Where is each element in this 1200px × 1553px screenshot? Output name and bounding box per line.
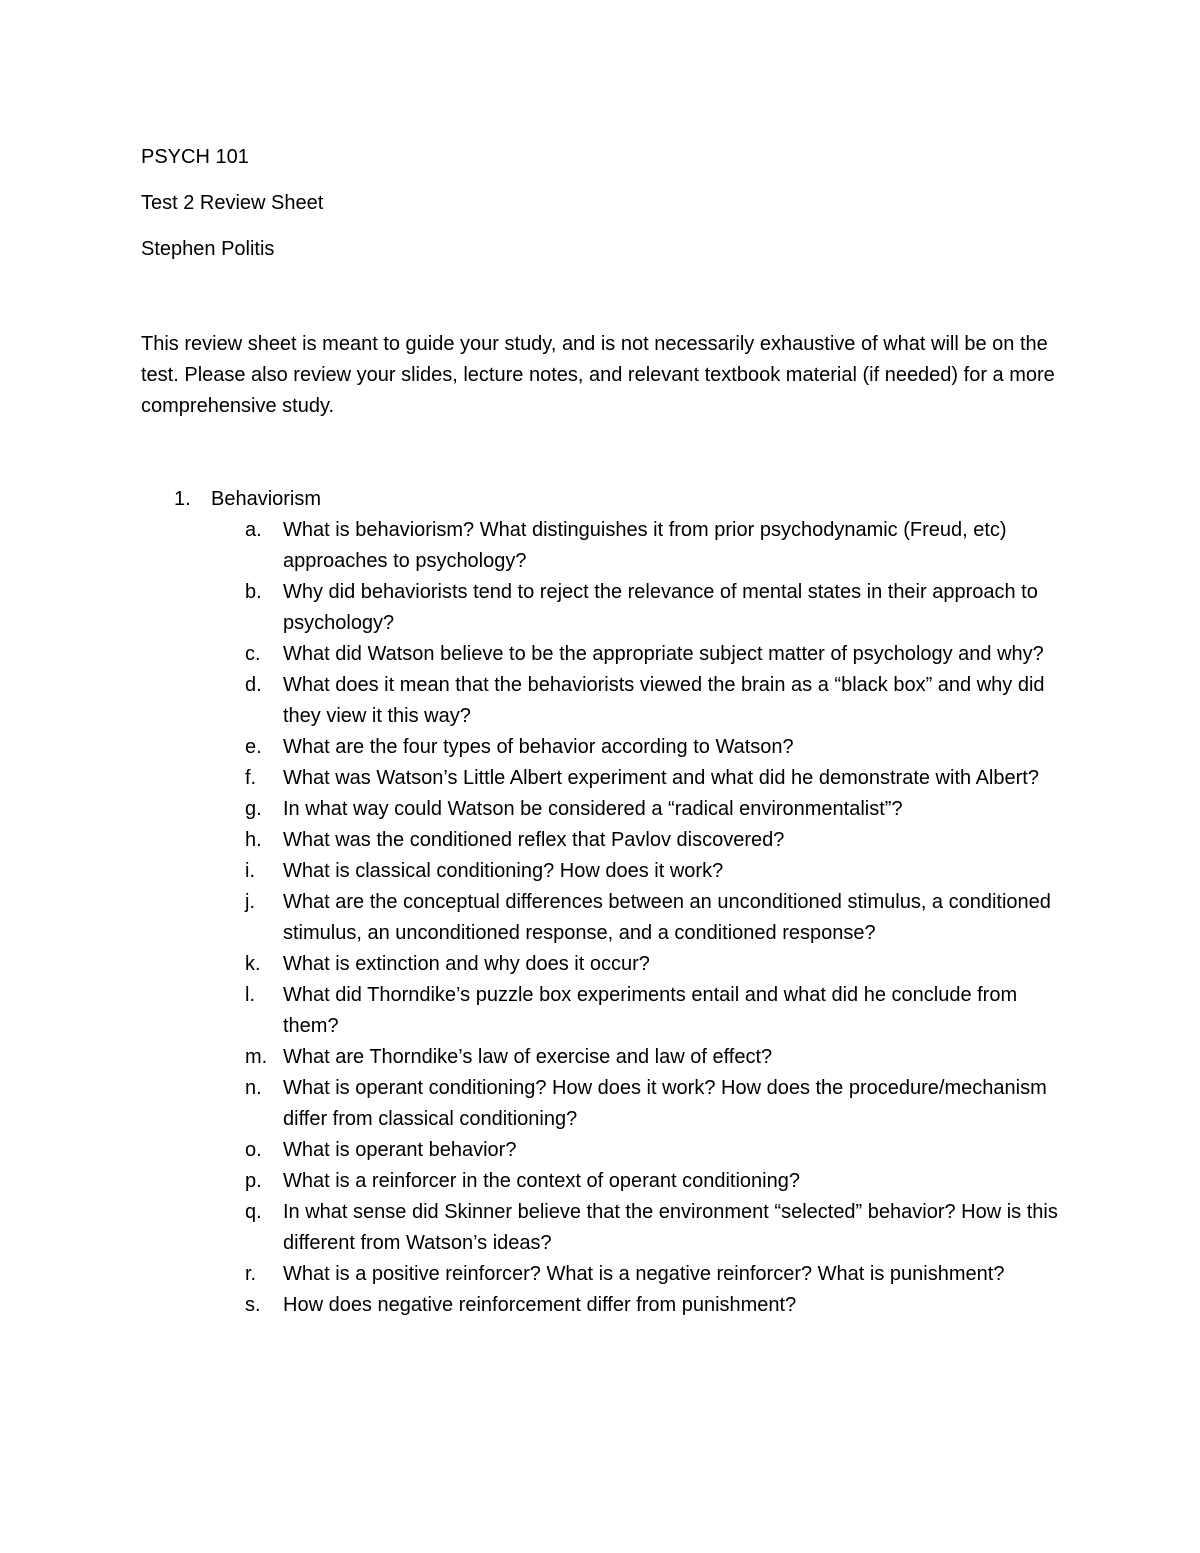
list-item [0, 1166, 1200, 1197]
item-letter: o. [245, 1139, 262, 1161]
item-letter: g. [245, 798, 262, 820]
list-item [0, 515, 1200, 577]
item-text: What is operant behavior? [283, 1139, 517, 1161]
item-letter: p. [245, 1170, 262, 1192]
item-text: In what sense did Skinner believe that the environment “selected” behavior? How is this different from Watson’s ideas? [283, 1201, 1058, 1254]
item-text: What is a reinforcer in the context of operant conditioning? [283, 1170, 800, 1192]
list-item [0, 1290, 1200, 1321]
list-item [0, 763, 1200, 794]
item-letter: i. [245, 860, 255, 882]
item-text: What does it mean that the behaviorists viewed the brain as a “black box” and why did they view it this way? [283, 674, 1045, 727]
item-text: What are Thorndike’s law of exercise and law of effect? [283, 1046, 773, 1068]
list-item [0, 949, 1200, 980]
item-letter: a. [245, 519, 262, 541]
item-text: What did Watson believe to be the appropriate subject matter of psychology and why? [283, 643, 1044, 665]
item-text: What are the four types of behavior according to Watson? [283, 736, 794, 758]
list-item [0, 1197, 1200, 1259]
item-letter: l. [245, 984, 255, 1006]
list-item [0, 1073, 1200, 1135]
item-letter: r. [245, 1263, 257, 1285]
list-item [0, 1259, 1200, 1290]
item-text: What is behaviorism? What distinguishes it from prior psychodynamic (Freud, etc) approaches to psychology? [283, 519, 1007, 572]
list-item [0, 732, 1200, 763]
document-subtitle: Test 2 Review Sheet [141, 192, 324, 214]
item-letter: m. [245, 1046, 268, 1068]
list-item [0, 1135, 1200, 1166]
list-item [0, 825, 1200, 856]
item-text: Why did behaviorists tend to reject the relevance of mental states in their approach to psychology? [283, 581, 1038, 634]
item-text: What was the conditioned reflex that Pavlov discovered? [283, 829, 785, 851]
item-text: What is a positive reinforcer? What is a negative reinforcer? What is punishment? [283, 1263, 1005, 1285]
item-letter: j. [245, 891, 255, 913]
item-text: What is extinction and why does it occur? [283, 953, 650, 975]
item-letter: f. [245, 767, 257, 789]
item-letter: d. [245, 674, 262, 696]
list-item [0, 887, 1200, 949]
list-item [0, 639, 1200, 670]
item-letter: q. [245, 1201, 262, 1223]
item-letter: n. [245, 1077, 262, 1099]
item-text: What was Watson’s Little Albert experiment and what did he demonstrate with Albert? [283, 767, 1039, 789]
section-title: Behaviorism [211, 488, 322, 510]
item-text: How does negative reinforcement differ from punishment? [283, 1294, 797, 1316]
item-text: What are the conceptual differences between an unconditioned stimulus, a conditioned stimulus, an unconditioned response, and a conditioned response? [283, 891, 1051, 944]
item-text: In what way could Watson be considered a “radical environmentalist”? [283, 798, 903, 820]
intro-paragraph [141, 329, 1056, 422]
list-item [0, 670, 1200, 732]
author-name: Stephen Politis [141, 238, 275, 260]
list-item [0, 980, 1200, 1042]
section-heading [174, 484, 321, 515]
item-letter: e. [245, 736, 262, 758]
item-letter: c. [245, 643, 261, 665]
item-text: What is operant conditioning? How does it work? How does the procedure/mechanism differ from classical conditioning? [283, 1077, 1047, 1130]
list-item [0, 794, 1200, 825]
list-item [0, 1042, 1200, 1073]
item-letter: h. [245, 829, 262, 851]
section-number: 1. [174, 488, 191, 510]
item-text: What did Thorndike’s puzzle box experiments entail and what did he conclude from them? [283, 984, 1018, 1037]
list-item [0, 856, 1200, 887]
question-list [0, 515, 1200, 1321]
course-title: PSYCH 101 [141, 146, 249, 168]
item-text: What is classical conditioning? How does it work? [283, 860, 724, 882]
item-letter: b. [245, 581, 262, 603]
intro-text: This review sheet is meant to guide your study, and is not necessarily exhaustive of what will be on the test. Please also review your slides, lecture notes, and relevant textbook material (if needed) for a more comprehensive study. [141, 333, 1055, 417]
item-letter: k. [245, 953, 261, 975]
item-letter: s. [245, 1294, 261, 1316]
list-item [0, 577, 1200, 639]
